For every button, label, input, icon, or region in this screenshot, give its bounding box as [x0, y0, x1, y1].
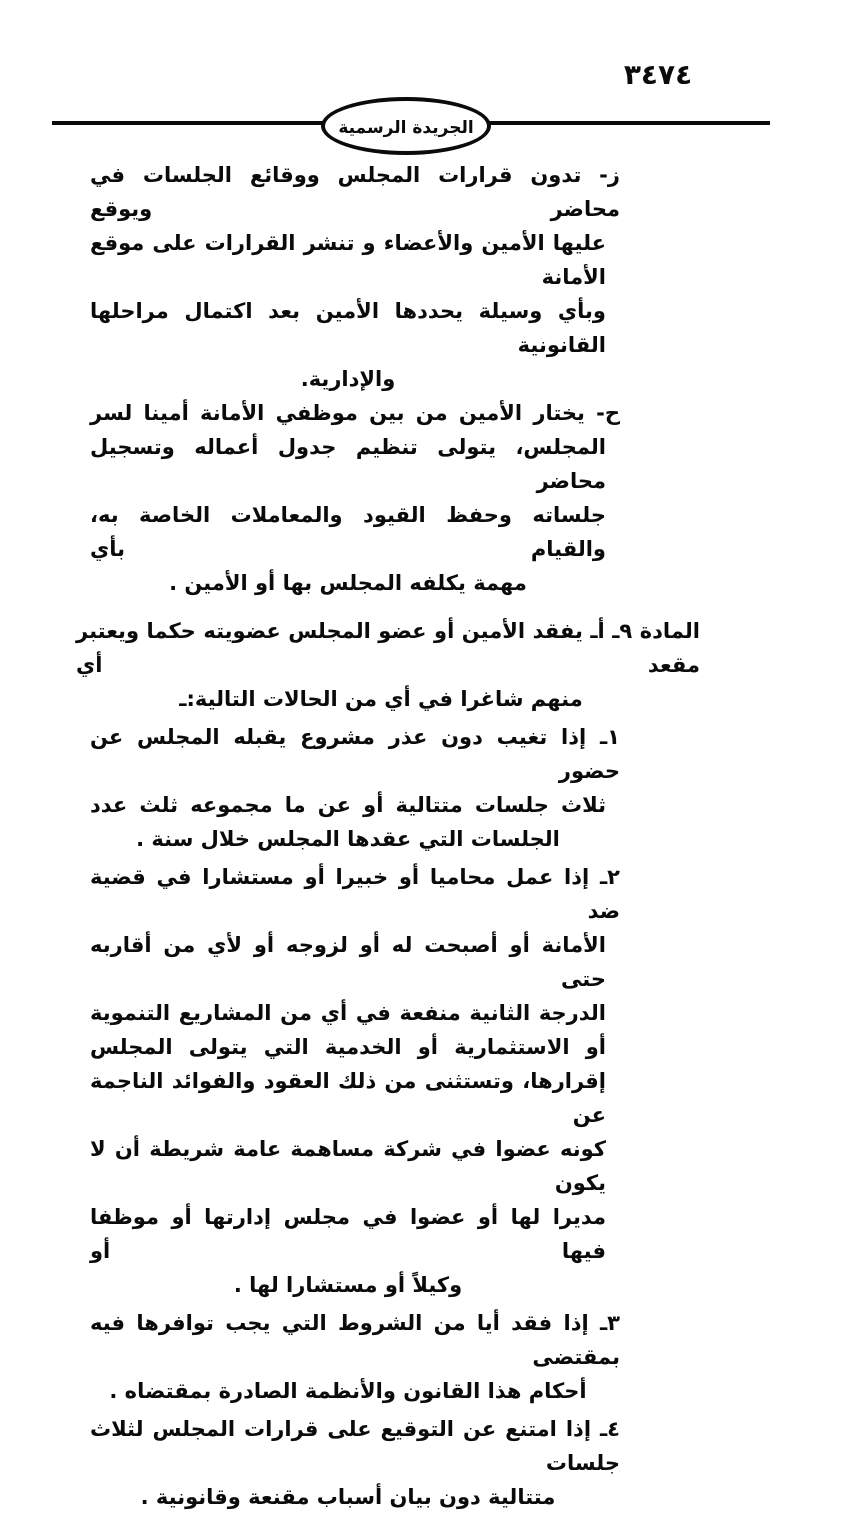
text-line: والإدارية. [300, 367, 396, 391]
text-line: إقرارها، وتستثنى من ذلك العقود والفوائد الناجمة عن [90, 1069, 606, 1127]
text-line: وبأي وسيلة يحددها الأمين بعد اكتمال مراحلها القانونية [90, 299, 606, 357]
text-line: مهمة يكلفه المجلس بها أو الأمين . [169, 571, 527, 595]
text-line: الجلسات التي عقدها المجلس خلال سنة . [136, 827, 560, 851]
gazette-ellipse [321, 97, 491, 155]
text-line: وكيلاً أو مستشارا لها . [233, 1273, 463, 1297]
text-line: ثلاث جلسات متتالية أو عن ما مجموعه ثلث عدد [90, 793, 606, 817]
text-line: المادة ٩ـ أـ يفقد الأمين أو عضو المجلس عضويته حكما ويعتبر مقعد أي [76, 619, 700, 677]
article-heading-paragraph [76, 614, 700, 716]
text-line: أحكام هذا القانون والأنظمة الصادرة بمقتضاه . [109, 1379, 587, 1403]
text-line: أو الاستثمارية أو الخدمية التي يتولى المجلس [90, 1035, 606, 1059]
text-line: ح- يختار الأمين من بين موظفي الأمانة أمينا لسر [90, 401, 620, 425]
body-text [76, 158, 700, 1514]
text-line: مديرا لها أو عضوا في مجلس إدارتها أو موظفا فيها أو [90, 1205, 606, 1263]
text-line: المجلس، يتولى تنظيم جدول أعماله وتسجيل محاضر [90, 435, 606, 493]
clause-paragraph [90, 396, 620, 600]
text-line: منهم شاغرا في أي من الحالات التالية:ـ [179, 687, 583, 711]
text-line: الدرجة الثانية منفعة في أي من المشاريع التنموية [90, 1001, 606, 1025]
text-line: متتالية دون بيان أسباب مقنعة وقانونية . [140, 1485, 556, 1509]
text-line: عليها الأمين والأعضاء و تنشر القرارات على موقع الأمانة [90, 231, 606, 289]
text-line: ٣ـ إذا فقد أيا من الشروط التي يجب توافرها فيه بمقتضى [90, 1311, 620, 1369]
text-line: ز- تدون قرارات المجلس ووقائع الجلسات في محاضر ويوقع [90, 163, 620, 221]
item-paragraph [90, 1306, 620, 1408]
gazette-title: الجريدة الرسمية [338, 117, 474, 138]
text-line: جلساته وحفظ القيود والمعاملات الخاصة به، والقيام بأي [90, 503, 606, 561]
text-line: الأمانة أو أصبحت له أو لزوجه أو لأي من أقاربه حتى [90, 933, 606, 991]
item-paragraph [90, 860, 620, 1302]
item-paragraph [90, 1412, 620, 1514]
clause-paragraph [90, 158, 620, 396]
text-line: ٤ـ إذا امتنع عن التوقيع على قرارات المجلس لثلاث جلسات [90, 1417, 620, 1475]
text-line: ٢ـ إذا عمل محاميا أو خبيرا أو مستشارا في قضية ضد [90, 865, 620, 923]
page-number: ٣٤٧٤ [623, 58, 693, 91]
text-line: ١ـ إذا تغيب دون عذر مشروع يقبله المجلس عن حضور [90, 725, 620, 783]
text-line: كونه عضوا في شركة مساهمة عامة شريطة أن لا يكون [90, 1137, 606, 1195]
item-paragraph [90, 720, 620, 856]
